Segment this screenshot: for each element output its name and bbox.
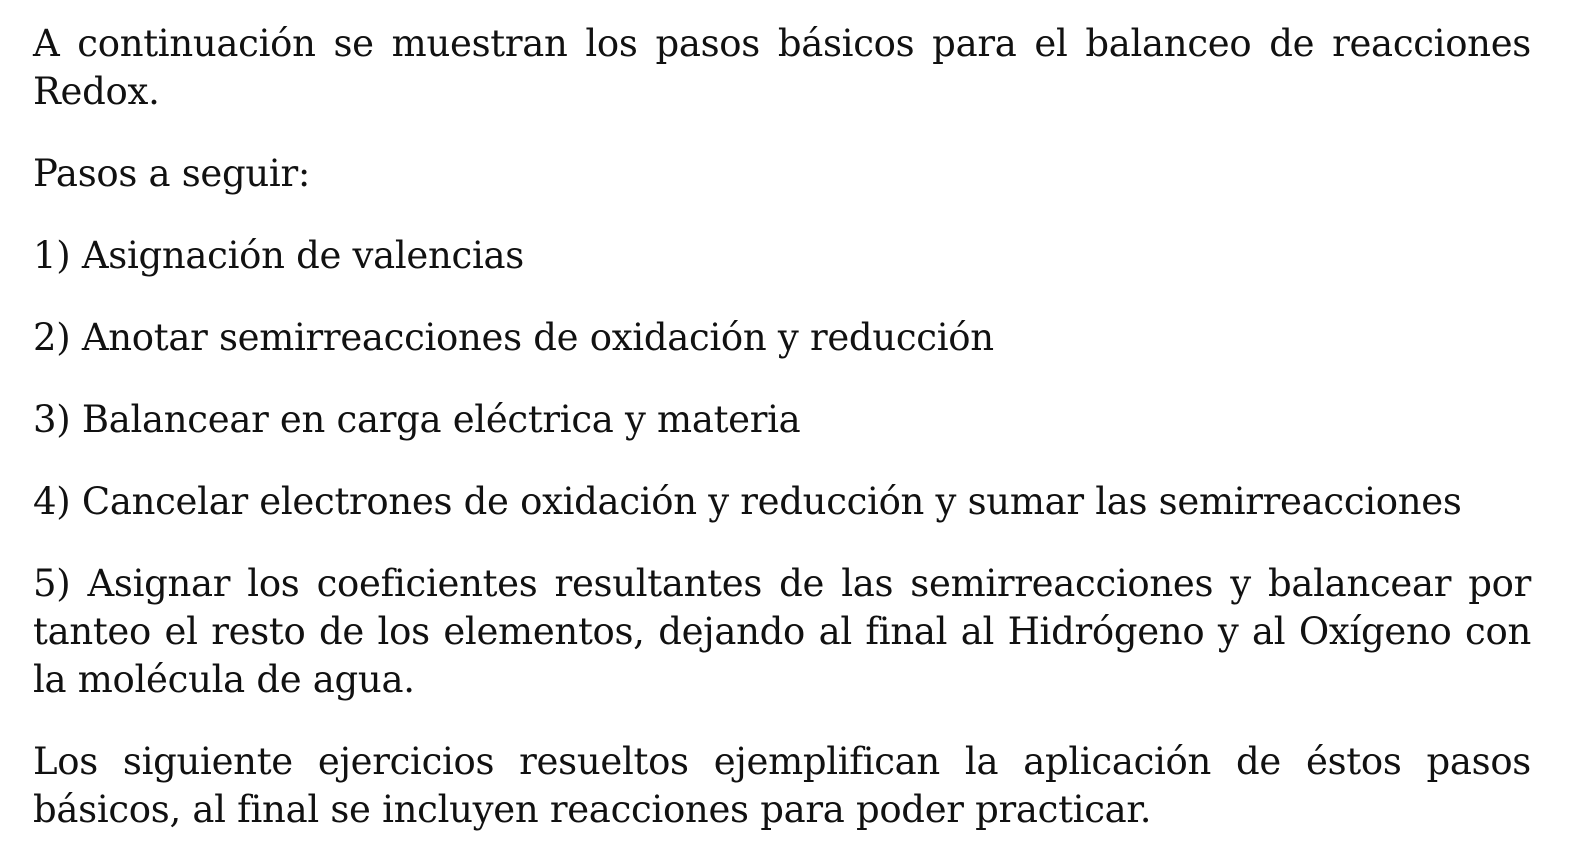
step-item: 2) Anotar semirreacciones de oxidación y reducción [33,316,994,359]
step-item: 5) Asignar los coeficientes resultantes de las semirreacciones y balancear por tanteo el resto de los elementos, dejando al final al Hidrógeno y al Oxígeno con la molécula de agua. [33,562,1531,701]
step-item: 1) Asignación de valencias [33,234,524,277]
intro-paragraph: A continuación se muestran los pasos básicos para el balanceo de reacciones Redox. [33,22,1531,113]
step-item: 4) Cancelar electrones de oxidación y reducción y sumar las semirreacciones [33,480,1462,523]
closing-paragraph: Los siguiente ejercicios resueltos ejemplifican la aplicación de éstos pasos básicos, al final se incluyen reacciones para poder practicar. [33,740,1531,831]
step-item: 3) Balancear en carga eléctrica y materia [33,398,801,441]
document-body [33,20,1531,834]
steps-heading: Pasos a seguir: [33,152,311,195]
